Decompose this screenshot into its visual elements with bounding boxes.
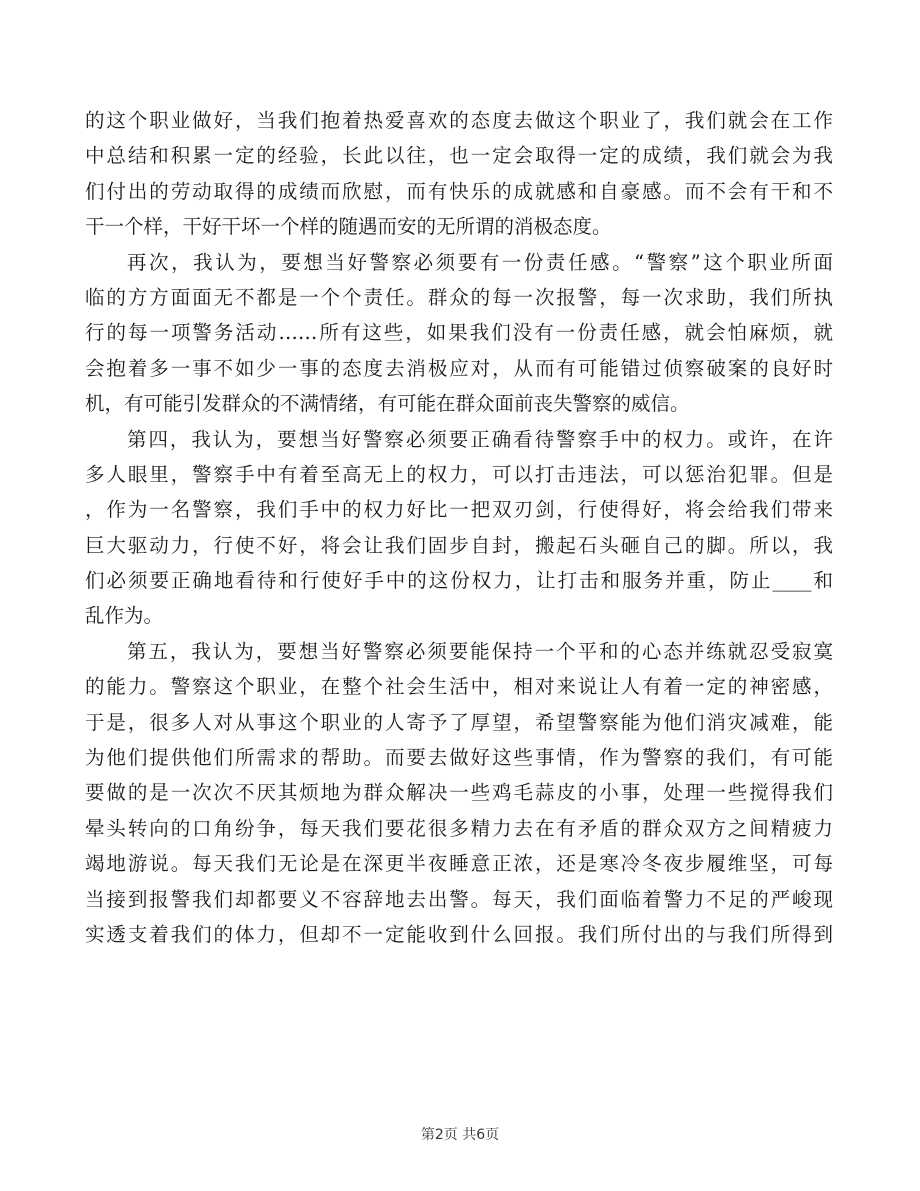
text-line: 实透支着我们的体力，但却不一定能收到什么回报。我们所付出的与我们所得到 [85,922,833,946]
text-line: 们必须要正确地看待和行使好手中的这份权力，让打击和服务并重，防止____和 [85,569,833,593]
text-line: ，作为一名警察，我们手中的权力好比一把双刃剑，行使得好，将会给我们带来 [85,498,833,522]
text-line: 于是，很多人对从事这个职业的人寄予了厚望，希望警察能为他们消灾减难，能 [85,710,833,734]
text-line: 们付出的劳动取得的成绩而欣慰，而有快乐的成就感和自豪感。而不会有干和不 [85,179,833,203]
text-line: 多人眼里，警察手中有着至高无上的权力，可以打击违法，可以惩治犯罪。但是 [85,462,833,486]
paragraph-first-line: 第四，我认为，要想当好警察必须要正确看待警察手中的权力。或许，在许 [127,427,833,451]
text-line: 机，有可能引发群众的不满情绪，有可能在群众面前丧失警察的威信。 [85,392,690,416]
page-number-footer: 第2页 共6页 [420,1127,500,1143]
text-line: 临的方方面面无不都是一个个责任。群众的每一次报警，每一次求助，我们所执 [85,285,833,309]
text-line: 巨大驱动力，行使不好，将会让我们固步自封，搬起石头砸自己的脚。所以，我 [85,533,833,557]
text-line: 要做的是一次次不厌其烦地为群众解决一些鸡毛蒜皮的小事，处理一些搅得我们 [85,781,833,805]
text-line: 竭地游说。每天我们无论是在深更半夜睡意正浓，还是寒冷冬夜步履维坚，可每 [85,852,833,876]
text-line: 为他们提供他们所需求的帮助。而要去做好这些事情，作为警察的我们，有可能 [85,746,833,770]
text-line: 的这个职业做好，当我们抱着热爱喜欢的态度去做这个职业了，我们就会在工作 [85,109,833,132]
text-line: 的能力。警察这个职业，在整个社会生活中，相对来说让人有着一定的神密感， [85,675,833,699]
text-line: 乱作为。 [85,604,164,628]
paragraph-first-line: 再次，我认为，要想当好警察必须要有一份责任感。“警察”这个职业所面 [127,250,833,274]
text-line: 会抱着多一事不如少一事的态度去消极应对，从而有可能错过侦察破案的良好时 [85,356,833,380]
paragraph-first-line: 第五，我认为，要想当好警察必须要能保持一个平和的心态并练就忍受寂寞 [127,639,833,663]
text-line: 干一个样，干好干坏一个样的随遇而安的无所谓的消极态度。 [85,215,612,239]
document-body [85,103,833,952]
text-line: 行的每一项警务活动……所有这些，如果我们没有一份责任感，就会怕麻烦，就 [85,321,833,345]
text-line: 晕头转向的口角纷争，每天我们要花很多精力去在有矛盾的群众双方之间精疲力 [85,816,833,840]
text-line: 当接到报警我们却都要义不容辞地去出警。每天，我们面临着警力不足的严峻现 [85,887,833,911]
text-line: 中总结和积累一定的经验，长此以往，也一定会取得一定的成绩，我们就会为我 [85,144,833,168]
